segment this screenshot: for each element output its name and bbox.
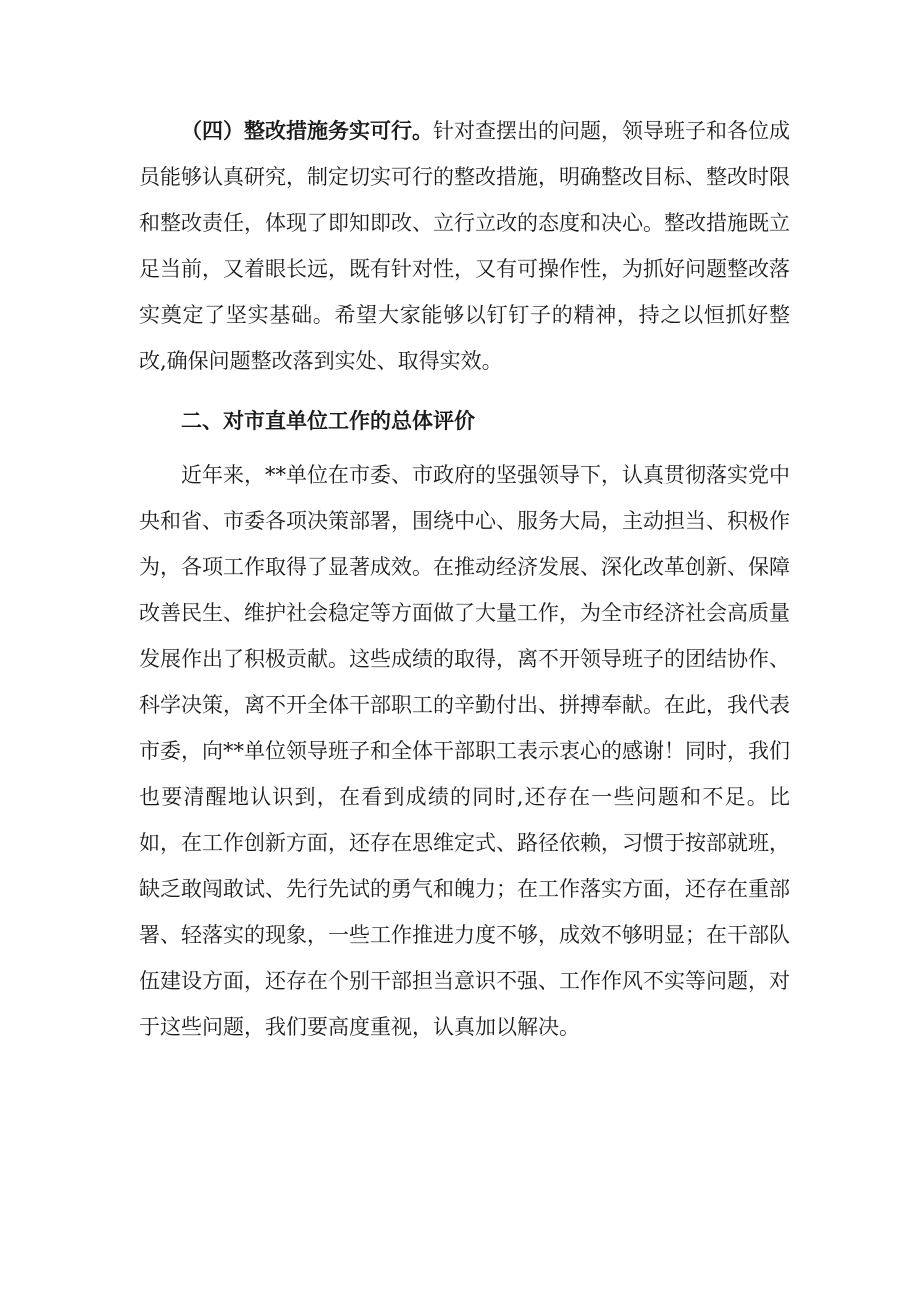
paragraph-rectification-measures <box>139 108 790 384</box>
section-heading: 二、对市直单位工作的总体评价 <box>181 408 475 433</box>
paragraph-lead-heading: （四）整改措施务实可行。 <box>181 118 433 143</box>
paragraph-body-text: 针对查摆出的问题，领导班子和各位成员能够认真研究，制定切实可行的整改措施，明确整改目标、整改时限和整改责任，体现了即知即改、立行立改的态度和决心。整改措施既立足当前，又着眼长远，既有针对性，又有可操作性，为抓好问题整改落实奠定了坚实基础。希望大家能够以钉钉子的精神，持之以恒抓好整改,确保问题整改落到实处、取得实效。 <box>139 119 790 373</box>
document-body <box>139 108 790 1050</box>
paragraph-overall-evaluation: 近年来，**单位在市委、市政府的坚强领导下，认真贯彻落实党中央和省、市委各项决策部署，围绕中心、服务大局，主动担当、积极作为，各项工作取得了显著成效。在推动经济发展、深化改革创新、保障改善民生、维护社会稳定等方面做了大量工作，为全市经济社会高质量发展作出了积极贡献。这些成绩的取得，离不开领导班子的团结协作、科学决策，离不开全体干部职工的辛勤付出、拼搏奉献。在此，我代表市委，向**单位领导班子和全体干部职工表示衷心的感谢！同时，我们也要清醒地认识到，在看到成绩的同时,还存在一些问题和不足。比如，在工作创新方面，还存在思维定式、路径依赖，习惯于按部就班，缺乏敢闯敢试、先行先试的勇气和魄力；在工作落实方面，还存在重部署、轻落实的现象，一些工作推进力度不够，成效不够明显；在干部队伍建设方面，还存在个别干部担当意识不强、工作作风不实等问题，对于这些问题，我们要高度重视，认真加以解决。 <box>139 463 790 1039</box>
